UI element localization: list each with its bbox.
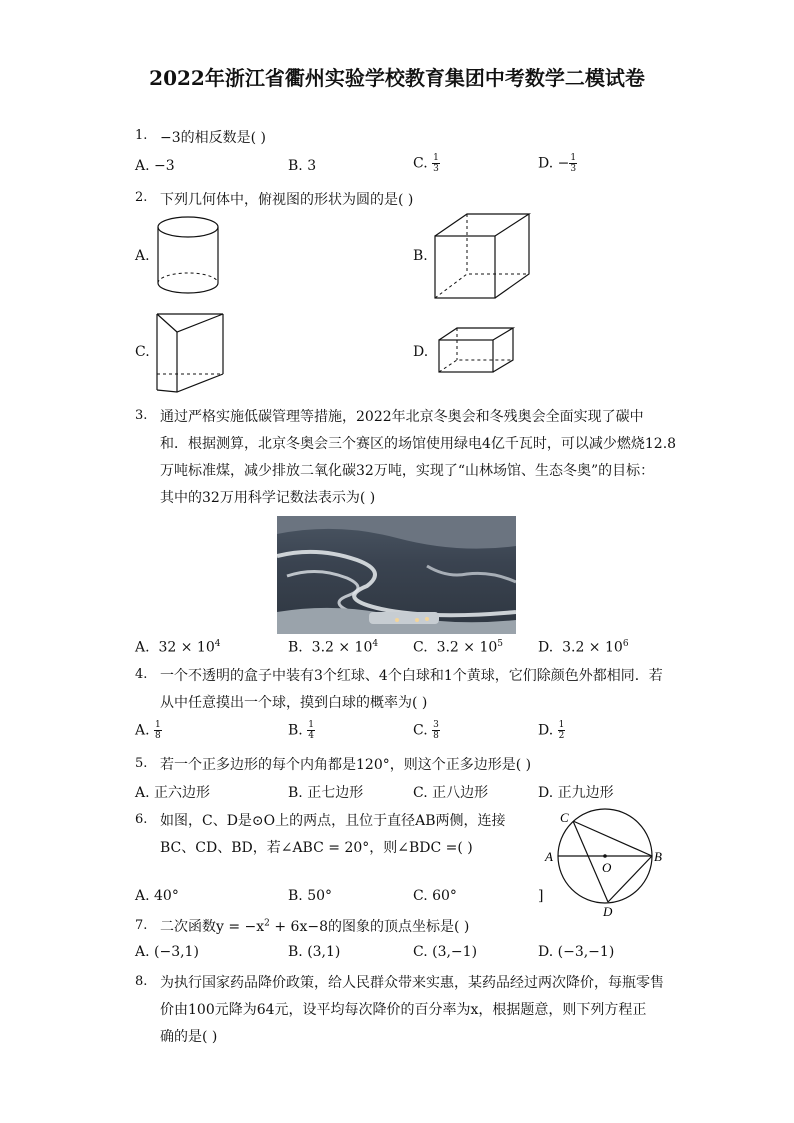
- question-number: 8.: [135, 974, 148, 989]
- option-d: ]: [538, 888, 544, 904]
- option-b-label: B.: [413, 248, 428, 264]
- question-4-line: 从中任意摸出一个球，摸到白球的概率为( ): [160, 695, 428, 711]
- question-4-line: 一个不透明的盒子中装有3个红球、4个白球和1个黄球，它们除颜色外都相同．若: [160, 668, 663, 684]
- cylinder-figure: [155, 215, 221, 297]
- option-d: D. (−3,−1): [538, 944, 615, 960]
- cuboid-figure: [437, 326, 517, 376]
- triangular-prism-figure: [155, 310, 227, 394]
- option-a: A. $\frac{1}{8}$: [135, 720, 161, 741]
- question-8-line: 价由100元降为64元，设平均每次降价的百分率为x，根据题意，则下列方程正: [160, 1002, 647, 1018]
- option-c: C. 60°: [413, 888, 457, 904]
- point-label-b: B: [654, 849, 662, 864]
- question-3-line: 其中的32万用科学记数法表示为( ): [160, 490, 376, 506]
- question-1-text: −3的相反数是( ): [160, 130, 267, 146]
- point-label-a: A: [545, 849, 553, 864]
- cube-figure: [433, 212, 533, 302]
- option-b: B. $\frac{1}{4}$: [288, 720, 314, 741]
- question-6-line: BC、CD、BD，若∠ABC = 20°，则∠BDC =( ): [160, 840, 473, 856]
- option-b: B. 3: [288, 158, 317, 174]
- question-number: 5.: [135, 756, 148, 771]
- option-d: D. $\frac{1}{2}$: [538, 720, 565, 741]
- option-a: A. $32 \times 10^4$: [135, 639, 221, 656]
- circle-geometry-figure: [540, 808, 670, 920]
- option-d: D. 正九边形: [538, 785, 614, 801]
- question-3-line: 通过严格实施低碳管理等措施，2022年北京冬奥会和冬残奥会全面实现了碳中: [160, 409, 644, 425]
- question-number: 2.: [135, 190, 148, 205]
- option-c: C. $\frac{1}{3}$: [413, 153, 439, 174]
- option-b: B. $3.2 \times 10^4$: [288, 639, 379, 656]
- option-d: D. $3.2 \times 10^6$: [538, 639, 629, 656]
- page-title: 2022年浙江省衢州实验学校教育集团中考数学二模试卷: [149, 66, 645, 90]
- option-c: C. $3.2 \times 10^5$: [413, 639, 504, 656]
- option-c-label: C.: [135, 344, 150, 360]
- point-label-d: D: [603, 904, 613, 919]
- question-number: 4.: [135, 667, 148, 682]
- question-3-line: 万吨标准煤，减少排放二氧化碳32万吨，实现了“山林场馆、生态冬奥”的目标：: [160, 463, 655, 479]
- option-c: C. $\frac{3}{8}$: [413, 720, 439, 741]
- question-5-text: 若一个正多边形的每个内角都是120°，则这个正多边形是( ): [160, 757, 532, 773]
- option-a: A. 40°: [135, 888, 179, 904]
- question-7-text: 二次函数$y = -x^2 + 6x-8$的图象的顶点坐标是( ): [160, 918, 470, 935]
- option-d-label: D.: [413, 344, 429, 360]
- question-number: 3.: [135, 408, 148, 423]
- question-number: 1.: [135, 128, 148, 143]
- option-b: B. 正七边形: [288, 785, 364, 801]
- point-label-o: O: [602, 860, 612, 875]
- question-2-text: 下列几何体中，俯视图的形状为圆的是( ): [160, 192, 414, 208]
- question-number: 6.: [135, 812, 148, 827]
- option-a-label: A.: [135, 248, 150, 264]
- point-label-c: C: [560, 810, 569, 825]
- question-6-line: 如图，C、D是⊙O上的两点，且位于直径AB两侧，连接: [160, 813, 506, 829]
- option-a: A. (−3,1): [135, 944, 199, 960]
- option-d: D. − $\frac{1}{3}$: [538, 153, 577, 174]
- option-a: A. −3: [135, 158, 175, 174]
- question-number: 7.: [135, 918, 148, 933]
- question-8-line: 确的是( ): [160, 1029, 218, 1045]
- option-b: B. 50°: [288, 888, 333, 904]
- option-c: C. 正八边形: [413, 785, 489, 801]
- option-b: B. (3,1): [288, 944, 341, 960]
- option-a: A. 正六边形: [135, 785, 211, 801]
- winter-olympics-venue-photo: [277, 516, 516, 634]
- question-3-line: 和．根据测算，北京冬奥会三个赛区的场馆使用绿电4亿千瓦时，可以减少燃烧12.8: [160, 436, 677, 452]
- option-c: C. (3,−1): [413, 944, 478, 960]
- question-8-line: 为执行国家药品降价政策，给人民群众带来实惠，某药品经过两次降价，每瓶零售: [160, 975, 664, 991]
